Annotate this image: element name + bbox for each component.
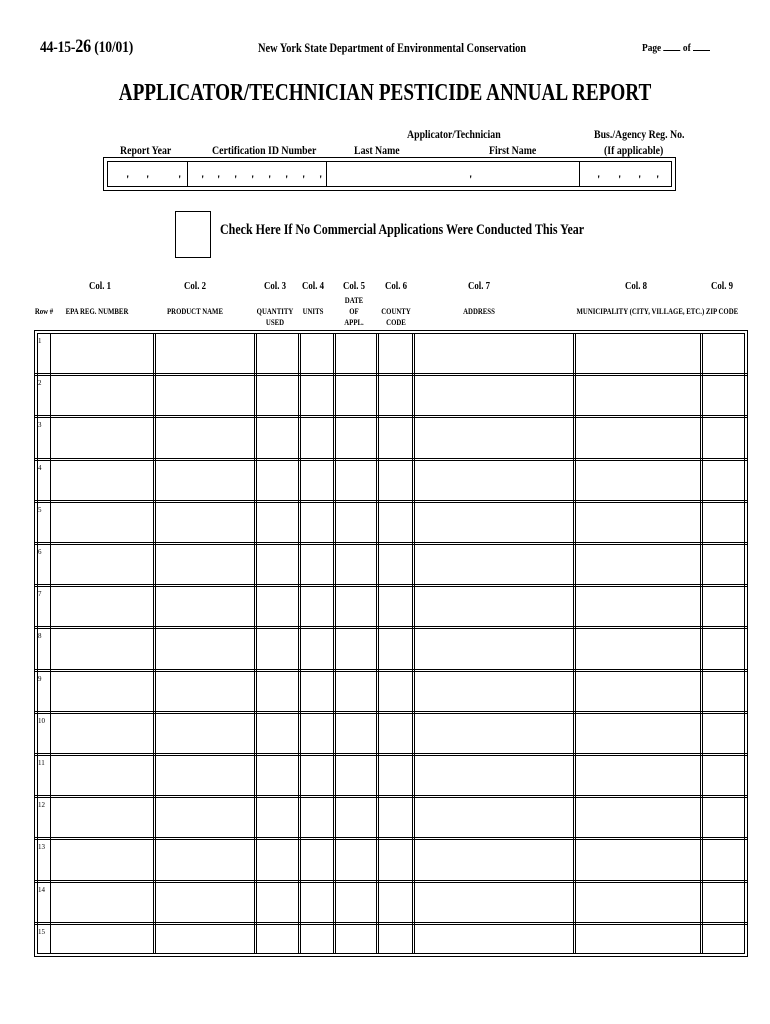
row-number: 1: [38, 337, 42, 345]
table-row[interactable]: [52, 586, 744, 626]
row-number: 11: [38, 759, 45, 767]
row-divider: [34, 584, 748, 585]
row-number: 14: [38, 885, 45, 894]
epa-reg-header: EPA REG. NUMBER: [65, 307, 129, 316]
col9-header: Col. 9: [711, 280, 733, 292]
table-row[interactable]: [52, 544, 744, 584]
table-row[interactable]: [52, 882, 744, 922]
county-header: COUNTY CODE: [381, 307, 411, 327]
row-number: 4: [38, 463, 42, 472]
row-divider: [34, 795, 748, 796]
row-divider: [34, 711, 748, 712]
last-name-label: Last Name: [354, 143, 400, 157]
table-row[interactable]: [52, 502, 744, 542]
row-number: 2: [38, 379, 42, 388]
row-divider: [34, 415, 748, 416]
no-applications-label: Check Here If No Commercial Applications Were Conducted This Year: [220, 222, 585, 238]
page-number-field[interactable]: [664, 41, 681, 51]
row-number: 8: [38, 632, 42, 641]
col6-header: Col. 6: [385, 280, 407, 292]
table-row[interactable]: [52, 375, 744, 415]
report-year-field[interactable]: [108, 162, 186, 188]
bus-agency-reg-field[interactable]: [580, 162, 670, 188]
bus-agency-reg-label: Bus./Agency Reg. No.: [594, 127, 685, 141]
table-row[interactable]: [52, 333, 744, 373]
row-number: 3: [38, 421, 42, 430]
applicator-technician-label: Applicator/Technician: [407, 127, 501, 141]
applicator-name-field[interactable]: [327, 162, 578, 188]
row-number: 15: [38, 927, 45, 936]
agency-name: New York State Department of Environmental Conservation: [258, 40, 527, 55]
row-divider: [34, 753, 748, 754]
first-name-label: First Name: [489, 143, 537, 157]
row-number: 10: [38, 716, 45, 725]
municipality-header: MUNICIPALITY (CITY, VILLAGE, ETC.): [576, 307, 705, 316]
col3-header: Col. 3: [264, 280, 286, 292]
page-total-field[interactable]: [693, 41, 710, 51]
row-divider: [34, 922, 748, 923]
page-title: APPLICATOR/TECHNICIAN PESTICIDE ANNUAL REPORT: [118, 80, 652, 106]
table-row[interactable]: [52, 417, 744, 457]
table-row[interactable]: [52, 713, 744, 753]
report-year-label: Report Year: [120, 143, 172, 157]
table-row[interactable]: [52, 924, 744, 964]
row-divider: [34, 500, 748, 501]
row-number-header: Row #: [34, 307, 54, 316]
row-number: 7: [38, 590, 42, 599]
page-of-counter: Page of: [642, 41, 710, 54]
row-divider: [34, 458, 748, 459]
row-divider: [34, 880, 748, 881]
address-header: ADDRESS: [463, 307, 495, 316]
quantity-header: QUANTITY USED: [256, 307, 294, 327]
col7-header: Col. 7: [468, 280, 490, 292]
row-divider: [34, 542, 748, 543]
col5-header: Col. 5: [343, 280, 365, 292]
table-row[interactable]: [52, 460, 744, 500]
table-row[interactable]: [52, 797, 744, 837]
row-number: 5: [38, 505, 42, 514]
table-row[interactable]: [52, 839, 744, 879]
row-divider: [34, 837, 748, 838]
column-divider: [50, 333, 51, 954]
col2-header: Col. 2: [184, 280, 206, 292]
units-header: UNITS: [302, 307, 324, 316]
zip-header: ZIP CODE: [705, 307, 739, 316]
row-number: 12: [38, 801, 45, 810]
row-number: 9: [38, 674, 42, 683]
product-name-header: PRODUCT NAME: [167, 307, 223, 316]
date-header: DATE OF APPL.: [344, 296, 364, 327]
table-row[interactable]: [52, 671, 744, 711]
table-row[interactable]: [52, 628, 744, 668]
row-divider: [34, 373, 748, 374]
applicator-info-box: ' ' ' ' ' ' ' ' ' ' ' ' ' ' ' ': [103, 157, 676, 191]
certification-id-label: Certification ID Number: [212, 143, 317, 157]
no-applications-checkbox[interactable]: [175, 211, 211, 258]
col1-header: Col. 1: [89, 280, 111, 292]
col8-header: Col. 8: [625, 280, 647, 292]
row-number: 13: [38, 843, 45, 852]
col4-header: Col. 4: [302, 280, 324, 292]
row-divider: [34, 626, 748, 627]
certification-id-field[interactable]: [188, 162, 325, 188]
form-number: 44-15-26 (10/01): [40, 36, 134, 57]
table-row[interactable]: [52, 755, 744, 795]
if-applicable-label: (If applicable): [604, 143, 664, 157]
row-number: 6: [38, 548, 42, 556]
row-divider: [34, 669, 748, 670]
